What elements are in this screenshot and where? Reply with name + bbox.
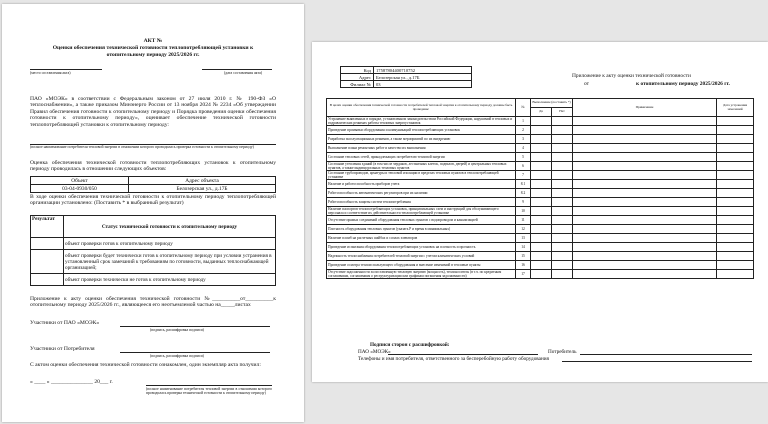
fix-date-cell[interactable] <box>717 117 754 126</box>
obj-header: Объект <box>31 177 129 185</box>
requirement-text: Проведение испытания оборудования теплопотребляющих установок на плотность и прочность <box>327 243 516 252</box>
done-no-cell[interactable] <box>552 126 573 135</box>
requirement-number: 7 <box>516 171 531 180</box>
table-row <box>327 126 754 135</box>
status-option-2: объект проверки будет технически готов к отопительному периоду при условии устранения в установленный срок замечаний к требованиям по готовности, выданных теплоснабжающей организацией; <box>64 250 276 274</box>
obj-code: 03-04-0930/050 <box>31 185 129 193</box>
note-cell[interactable] <box>573 162 717 171</box>
act-page <box>2 4 304 422</box>
done-no-cell[interactable] <box>552 225 573 234</box>
requirement-number: 17 <box>516 270 531 279</box>
scope-text: В ходе оценки обеспечения технической готовности к отопительному периоду теплопотребляющей организации установлено: (Поставить * в выбранный результат) <box>30 194 276 207</box>
done-no-cell[interactable] <box>552 234 573 243</box>
fix-date-cell[interactable] <box>717 207 754 216</box>
requirement-number: 15 <box>516 252 531 261</box>
fix-date-cell[interactable] <box>717 126 754 135</box>
table-row <box>327 243 754 252</box>
fix-date-cell[interactable] <box>717 225 754 234</box>
table-row <box>327 153 754 162</box>
done-header: Выполнение (поставить *) <box>531 99 573 108</box>
result-cell-1[interactable] <box>31 238 64 250</box>
requirement-text: Состояние тепловых сетей, принадлежащих потребителю тепловой энергии <box>327 153 516 162</box>
status-table <box>30 215 276 286</box>
consumer-caption: (полное наименование потребителя тепловой энергии в отношении которого проводилась проверка готовности к отопительному периоду) <box>30 145 254 149</box>
yes-header: Да <box>531 108 552 117</box>
requirement-text: Наличие пломб на расчетных шайбах и соплах элеваторов <box>327 234 516 243</box>
requirement-number: 4 <box>516 144 531 153</box>
meta-code-label: Код <box>341 67 374 74</box>
fix-date-cell[interactable] <box>717 162 754 171</box>
done-yes-cell[interactable] <box>531 216 552 225</box>
done-yes-cell[interactable] <box>531 117 552 126</box>
phones-label: Телефоны и имя потребителя, ответственного за бесперебойную работу оборудования <box>358 356 549 362</box>
table-row <box>327 234 754 243</box>
fix-date-cell[interactable] <box>717 261 754 270</box>
table-row <box>327 171 754 180</box>
note-cell[interactable] <box>573 189 717 198</box>
done-yes-cell[interactable] <box>531 189 552 198</box>
done-yes-cell[interactable] <box>531 225 552 234</box>
result-cell-2[interactable] <box>31 250 64 274</box>
moek-participants-label: Участники от ПАО «МОЭК» <box>30 320 100 326</box>
done-no-cell[interactable] <box>552 189 573 198</box>
appendix-text: Приложение к акту оценки обеспечения технической готовности №__________от__________к отопительному периоду 2025/2026 гг., являющееся его неотъемлемой частью на_____листах <box>30 296 276 309</box>
done-no-cell[interactable] <box>552 198 573 207</box>
fix-date-cell[interactable] <box>717 270 754 279</box>
note-cell[interactable] <box>573 207 717 216</box>
act-period: отопительному периоду 2025/2026 гг. <box>106 52 200 58</box>
requirement-text: Устранение выявленных в порядке, установленном законодательством Российской Федерации, нарушений в тепловых и гидравлических режимах работы тепловых энергоустановок <box>327 117 516 126</box>
requirement-text: Проведение осмотра теплоиспользующего оборудования и внесение изменений в тепловые пункты <box>327 261 516 270</box>
done-no-cell[interactable] <box>552 144 573 153</box>
done-no-cell[interactable] <box>552 117 573 126</box>
requirement-text: Наличие паспортов теплопотребляющих установок, принципиальных схем и инструкций для обслуживающего персонала и соответствие их действительности теплопотребляющей установке <box>327 207 516 216</box>
requirement-text: Состояние трубопроводов, арматуры и тепловой изоляции в пределах тепловых пунктов в теплопотребляющей установке <box>327 171 516 180</box>
meta-address-label: Адрес <box>341 74 374 81</box>
done-yes-cell[interactable] <box>531 243 552 252</box>
requirement-text: Проведение промывки оборудования и коммуникаций теплопотребляющих установок <box>327 126 516 135</box>
done-no-cell[interactable] <box>552 216 573 225</box>
done-no-cell[interactable] <box>552 171 573 180</box>
appendix-heading: Приложение к акту оценки технической готовности <box>572 73 691 79</box>
requirement-text: Надежность теплоснабжения потребителей тепловой энергии с учетом климатических условий <box>327 252 516 261</box>
done-no-cell[interactable] <box>552 270 573 279</box>
meta-branch-label: Филиал № <box>341 81 374 88</box>
requirement-number: 16 <box>516 261 531 270</box>
requirement-text: Работоспособность автоматических регуляторов при их наличии <box>327 189 516 198</box>
consumer-sign-caption: (подпись, расшифровка подписи) <box>150 354 204 358</box>
fix-date-cell[interactable] <box>717 189 754 198</box>
table-row <box>327 144 754 153</box>
table-row <box>327 252 754 261</box>
meta-branch-value: 03 <box>374 81 472 88</box>
done-yes-cell[interactable] <box>531 126 552 135</box>
done-yes-cell[interactable] <box>531 153 552 162</box>
requirement-number: 14 <box>516 243 531 252</box>
table-row <box>327 261 754 270</box>
done-yes-cell[interactable] <box>531 198 552 207</box>
note-cell[interactable] <box>573 225 717 234</box>
note-cell[interactable] <box>573 126 717 135</box>
requirement-number: 13 <box>516 234 531 243</box>
done-yes-cell[interactable] <box>531 252 552 261</box>
addr-header: Адрес объекта <box>129 177 276 185</box>
requirement-number: 2 <box>516 126 531 135</box>
fix-date-cell[interactable] <box>717 243 754 252</box>
requirement-number: 10 <box>516 207 531 216</box>
requirement-number: 9 <box>516 198 531 207</box>
object-meta-table <box>340 66 472 88</box>
table-row <box>327 198 754 207</box>
status-header: Статус технической готовности к отопительному периоду <box>64 216 276 238</box>
table-row <box>327 270 754 279</box>
note-cell[interactable] <box>573 144 717 153</box>
table-row <box>327 135 754 144</box>
sign-moek-label: ПАО «МОЭК» <box>358 349 391 355</box>
done-yes-cell[interactable] <box>531 234 552 243</box>
fix-date-cell[interactable] <box>717 144 754 153</box>
consumer-participants-label: Участники от Потребителя <box>30 346 95 352</box>
requirement-number: 12 <box>516 225 531 234</box>
requirement-text: Наличие и работоспособность приборов учета <box>327 180 516 189</box>
note-cell[interactable] <box>573 180 717 189</box>
act-subtitle: Оценки обеспечения технической готовности теплопотребляющей установки к <box>52 45 254 51</box>
table-row <box>327 162 754 171</box>
intro-paragraph: ПАО «МОЭК» в соответствии с Федеральным законом от 27 июля 2010 г. № 190-ФЗ «О теплоснабжении», а также приказом Минэнерго России от 13 ноября 2024 № 2234 «Об утверждении Правил обеспечения готовности к отопительному периоду и Порядка проведения оценки обеспечения готовности к отопительному периоду», оценивает обеспечение технической готовности теплопотребляющей установки к отопительному периоду: <box>30 96 276 128</box>
note-cell[interactable] <box>573 135 717 144</box>
requirements-table <box>326 98 754 279</box>
requirement-text: Работоспособность защиты систем теплопотребления <box>327 198 516 207</box>
no-header: Нет <box>552 108 573 117</box>
note-cell[interactable] <box>573 243 717 252</box>
done-yes-cell[interactable] <box>531 180 552 189</box>
moek-sign-caption: (подпись, расшифровка подписи) <box>150 328 204 332</box>
table-row <box>327 117 754 126</box>
note-cell[interactable] <box>573 117 717 126</box>
status-option-1: объект проверки готов к отопительному периоду <box>64 238 276 250</box>
table-row <box>327 225 754 234</box>
note-cell[interactable] <box>573 216 717 225</box>
bottom-caption: (полное наименование потребителя тепловой энергии в отношении которого проводилась проверка технической готовности к отопительному периоду) <box>146 387 272 396</box>
note-cell[interactable] <box>573 261 717 270</box>
done-no-cell[interactable] <box>552 243 573 252</box>
sign-date-line: « ____ » _______________ 20___ г. <box>30 379 113 385</box>
fix-date-cell[interactable] <box>717 135 754 144</box>
table-row <box>327 207 754 216</box>
requirement-text: Выполнение плана ремонтных работ и качество их выполнения <box>327 144 516 153</box>
obj-address: Белозерская ул., д.17Б <box>129 185 276 193</box>
place-caption: (место составления акта) <box>30 71 71 75</box>
requirement-text: Отсутствие задолженности за поставленную тепловую энергию (мощность), теплоноситель (в т.ч. по кредитным соглашениям, соглашениям о реструктуризации или графикам погашения задолженности) <box>327 270 516 279</box>
done-yes-cell[interactable] <box>531 162 552 171</box>
result-header: Результат <box>31 216 64 238</box>
done-no-cell[interactable] <box>552 162 573 171</box>
requirement-text: Отсутствие прямых соединений оборудования тепловых пунктов с водопроводом и канализацией <box>327 216 516 225</box>
done-yes-cell[interactable] <box>531 270 552 279</box>
note-cell[interactable] <box>573 270 717 279</box>
number-header: № <box>516 99 531 117</box>
requirement-number: 11 <box>516 216 531 225</box>
sign-consumer-label: Потребитель <box>548 349 577 355</box>
note-header: Примечание <box>573 99 717 117</box>
done-yes-cell[interactable] <box>531 207 552 216</box>
requirement-number: 1 <box>516 117 531 126</box>
done-no-cell[interactable] <box>552 135 573 144</box>
requirement-number: 6 <box>516 162 531 171</box>
note-cell[interactable] <box>573 198 717 207</box>
done-no-cell[interactable] <box>552 252 573 261</box>
done-yes-cell[interactable] <box>531 135 552 144</box>
meta-address-value: Белозерская ул., д.17Б <box>374 74 472 81</box>
note-cell[interactable] <box>573 171 717 180</box>
table-row <box>327 180 754 189</box>
fix-date-cell[interactable] <box>717 234 754 243</box>
note-cell[interactable] <box>573 234 717 243</box>
done-no-cell[interactable] <box>552 180 573 189</box>
date-caption: (дата составления акта) <box>224 71 263 75</box>
signatures-title: Подписи сторон с расшифровкой: <box>370 342 450 348</box>
requirements-header: В целях оценки обеспечения технической готовности потребителей тепловой энергии к отопительному периоду должны быть проведены: <box>327 99 516 117</box>
done-no-cell[interactable] <box>552 207 573 216</box>
assessment-text: Оценка обеспечения технической готовности теплопотребляющих установок к отопительному периоду проводилась в отношении следующих объектов: <box>30 160 276 173</box>
acknowledgement-text: С актом оценки обеспечения технической готовности ознакомлен, один экземпляр акта получил: <box>30 362 261 368</box>
done-yes-cell[interactable] <box>531 261 552 270</box>
done-no-cell[interactable] <box>552 261 573 270</box>
result-cell-3[interactable] <box>31 274 64 286</box>
requirement-text: Плотность оборудования тепловых пунктов (указать Р и время в минимальных) <box>327 225 516 234</box>
done-no-cell[interactable] <box>552 153 573 162</box>
done-yes-cell[interactable] <box>531 144 552 153</box>
table-row <box>327 216 754 225</box>
fix-date-cell[interactable] <box>717 153 754 162</box>
act-title: АКТ № <box>143 38 163 44</box>
note-cell[interactable] <box>573 252 717 261</box>
fix-date-cell[interactable] <box>717 216 754 225</box>
appendix-from-label: от <box>584 81 589 87</box>
requirement-number: 8.2 <box>516 189 531 198</box>
requirement-number: 3 <box>516 135 531 144</box>
note-cell[interactable] <box>573 153 717 162</box>
status-option-3: объект проверки технически не готов к отопительному периоду <box>64 274 276 286</box>
fix-date-cell[interactable] <box>717 171 754 180</box>
meta-code-value: 17587804400710752 <box>374 67 472 74</box>
requirement-number: 5 <box>516 153 531 162</box>
requirement-text: Состояние утепления зданий (в том числе чердаков, лестничных клеток, подвалов, дверей) и центральных тепловых пунктов, а также индивидуальных тепловых пунктов <box>327 162 516 171</box>
appendix-period: к отопительному периоду 2025/2026 гг. <box>636 81 730 87</box>
fix-date-header: Дата устранения замечаний <box>717 99 754 117</box>
requirement-text: Разработка эксплуатационных режимов, а также мероприятий по их внедрению <box>327 135 516 144</box>
done-yes-cell[interactable] <box>531 171 552 180</box>
table-row <box>327 189 754 198</box>
fix-date-cell[interactable] <box>717 252 754 261</box>
objects-table <box>30 176 276 193</box>
appendix-page <box>312 42 768 382</box>
fix-date-cell[interactable] <box>717 198 754 207</box>
requirement-number: 8.1 <box>516 180 531 189</box>
fix-date-cell[interactable] <box>717 180 754 189</box>
